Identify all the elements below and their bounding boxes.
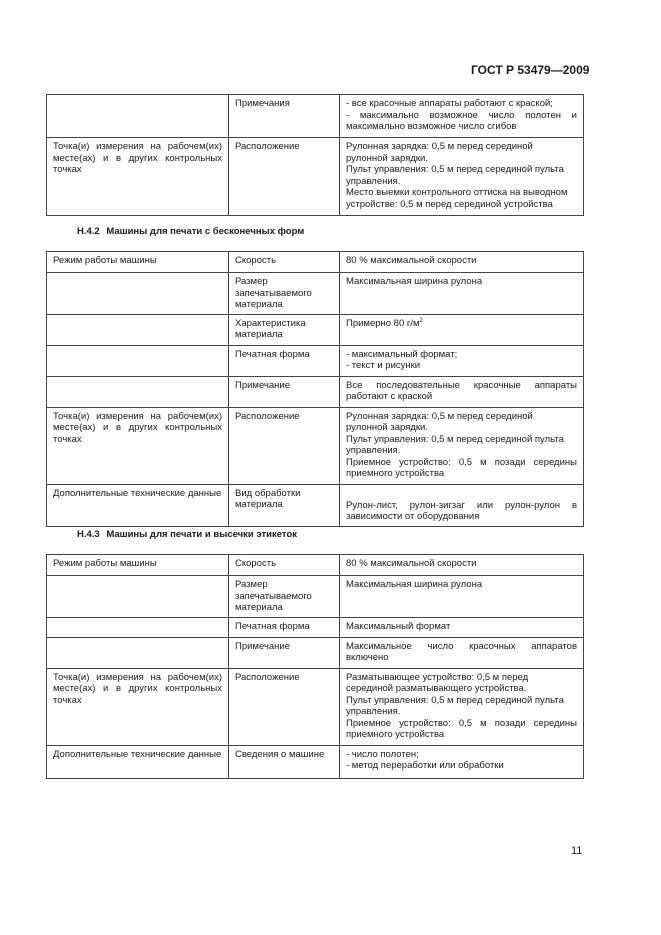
table-row (47, 138, 584, 216)
value-line: Разматывающее устройство: 0,5 м перед серединой разматывающего устройства. (346, 671, 529, 694)
row-parameter: Вид обработки материала (229, 484, 340, 526)
value-line: Пульт управления: 0,5 м перед серединой пульта управления. (346, 164, 564, 187)
row-parameter: Печатная форма (229, 345, 340, 376)
row-value: Максимальная ширина рулона (340, 576, 584, 618)
row-label (47, 376, 229, 407)
row-parameter: Размер запечатываемого материала (229, 576, 340, 618)
table-row (47, 484, 584, 526)
table-row (47, 668, 584, 745)
row-value: Максимальное число красочных аппаратов включено (340, 637, 584, 668)
value-line: Рулонная зарядка: 0,5 м перед серединой рулонной зарядки. (346, 141, 533, 164)
row-parameter: Скорость (229, 555, 340, 576)
section-heading (77, 529, 297, 540)
table-row (47, 252, 584, 273)
value-line: Пульт управления: 0,5 м перед серединой пульта управления. (346, 433, 564, 456)
row-parameter: Скорость (229, 252, 340, 273)
row-value (340, 668, 584, 745)
document-header: ГОСТ Р 53479—2009 (471, 63, 590, 77)
row-value: 80 % максимальной скорости (340, 555, 584, 576)
value-line: Приемное устройство: 0,5 м позади середины приемного устройства (346, 717, 577, 740)
value-line: - число полотен; (346, 748, 419, 760)
row-label: Дополнительные технические данные (47, 484, 229, 526)
row-label: Режим работы машины (47, 252, 229, 273)
table-row (47, 314, 584, 345)
section-title: Машины для печати с бесконечных форм (106, 226, 305, 237)
value-line: - метод переработки или обработки (346, 760, 504, 771)
row-parameter: Расположение (229, 407, 340, 484)
table-label-printing (46, 554, 584, 779)
row-value (340, 407, 584, 484)
row-label: Режим работы машины (47, 555, 229, 576)
row-parameter: Примечание (229, 637, 340, 668)
row-label (47, 273, 229, 315)
table-row (47, 576, 584, 618)
row-value (340, 745, 584, 778)
value-text: Примерно 80 г/м (346, 317, 420, 329)
row-value: Максимальная ширина рулона (340, 273, 584, 315)
row-value: Все последовательные красочные аппараты работают с краской (340, 376, 584, 407)
table-row (47, 407, 584, 484)
value-line: - все красочные аппараты работают с краской; (346, 98, 553, 109)
row-value (340, 138, 584, 216)
row-value (340, 345, 584, 376)
page-number: 11 (571, 845, 583, 857)
value-line: - максимальный формат; (346, 348, 458, 360)
row-parameter: Примечание (229, 376, 340, 407)
value-line: Рулонная зарядка: 0,5 м перед серединой рулонной зарядки. (346, 410, 533, 433)
table-row (47, 95, 584, 138)
value-line: Пульт управления: 0,5 м перед серединой пульта управления. (346, 694, 564, 717)
row-parameter: Печатная форма (229, 617, 340, 637)
table-row (47, 555, 584, 576)
row-label (47, 314, 229, 345)
row-label: Точка(и) измерения на рабочем(их) месте(ах) и в других контрольных точках (47, 138, 229, 216)
section-title: Машины для печати и высечки этикеток (106, 529, 298, 540)
row-parameter: Сведения о машине (229, 745, 340, 778)
row-label: Точка(и) измерения на рабочем(их) месте(ах) и в других контрольных точках (47, 407, 229, 484)
section-heading (77, 226, 304, 237)
value-line: Приемное устройство: 0,5 м позади середины приемного устройства (346, 456, 577, 479)
row-parameter: Размер запечатываемого материала (229, 273, 340, 315)
row-parameter: Расположение (229, 138, 340, 216)
section-number: Н.4.3 (77, 529, 100, 540)
row-label (47, 95, 229, 138)
table-row (47, 745, 584, 778)
row-label (47, 345, 229, 376)
table-row (47, 376, 584, 407)
row-value: Максимальный формат (340, 617, 584, 637)
row-label (47, 576, 229, 618)
value-line: Место выемки контрольного оттиска на выводном устройстве: 0,5 м перед серединой устройства (346, 187, 568, 210)
table-row (47, 345, 584, 376)
table-row (47, 617, 584, 637)
table-row (47, 273, 584, 315)
table-continuation (46, 94, 584, 216)
row-parameter: Расположение (229, 668, 340, 745)
value-line: - максимально возможное число полотен и максимально возможное число сгибов (346, 109, 577, 132)
section-number: Н.4.2 (77, 226, 100, 237)
table-row (47, 637, 584, 668)
row-parameter: Характеристика материала (229, 314, 340, 345)
row-label (47, 637, 229, 668)
row-label: Точка(и) измерения на рабочем(их) месте(ах) и в других контрольных точках (47, 668, 229, 745)
table-continuous-forms (46, 251, 584, 527)
row-label (47, 617, 229, 637)
row-parameter: Примечания (229, 95, 340, 138)
row-label: Дополнительные технические данные (47, 745, 229, 778)
value-superscript: 2 (419, 317, 423, 324)
row-value (340, 95, 584, 138)
value-line: - текст и рисунки (346, 360, 421, 371)
row-value: 80 % максимальной скорости (340, 252, 584, 273)
row-value (340, 314, 584, 345)
row-value: Рулон-лист, рулон-зигзаг или рулон-рулон в зависимости от оборудования (340, 484, 584, 526)
